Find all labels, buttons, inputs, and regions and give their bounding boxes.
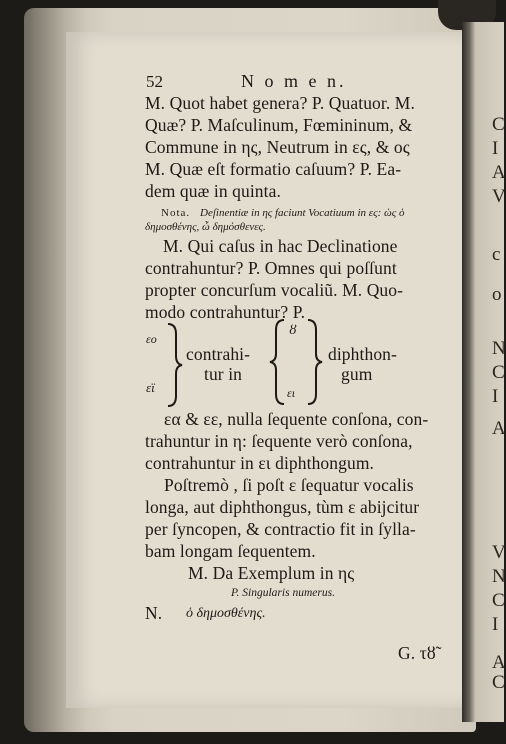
text-line: εα & εε, nulla ſequente conſona, con- [164,409,429,429]
table-label: diphthon- [328,344,397,364]
facing-letter: A [492,652,506,673]
right-brace [304,318,324,406]
text-line: contrahuntur? P. Omnes qui poſſunt [145,258,397,278]
text-line: M. Qui caſus in hac Declinatione [163,236,398,256]
text-line: propter concurſum vocaliũ. M. Quo- [145,280,404,300]
text-line: Quæ? P. Maſculinum, Fœmininum, & [145,115,413,135]
nota-label: Nota. [161,207,191,219]
exemplum-line: M. Da Exemplum in ης [188,563,355,583]
facing-letter: C [492,590,505,611]
left-brace [164,322,184,408]
facing-letter: V [492,542,506,563]
facing-letter: N [492,338,506,359]
facing-letter: C [492,114,505,135]
text-line: contrahuntur in ει diphthongum. [145,453,375,473]
case-label: N. [145,603,163,623]
facing-letter: C [492,672,505,693]
text-line: longa, aut diphthongus, tùm ε abijcitur [145,497,420,517]
table-label: contrahi- [186,344,251,364]
text-line: bam longam ſequentem. [145,541,316,561]
nota-text: Deſinentiæ in ης faciunt Vocatiuum in ες: ὡς ὁ [200,207,405,219]
facing-letter: c [492,244,501,265]
table-label: tur in [204,364,243,384]
middle-brace [268,318,288,406]
facing-letter: A [492,418,506,439]
facing-page-edge [462,22,504,722]
facing-letter: C [492,362,505,383]
text-line: Poſtremò , ſi poſt ε ſequatur vocalis [164,475,414,495]
facing-letter: I [492,138,499,159]
text-line: trahuntur in η: ſequente verò conſona, [145,431,413,451]
facing-letter: I [492,386,499,407]
running-title: N o m e n. [241,71,347,91]
singularis-label: P. Singularis numerus. [231,587,335,599]
nominative-word: ὁ δημοσθένης. [186,606,266,621]
text-line: M. Quæ eſt formatio caſuum? P. Ea- [145,159,402,179]
vowel-pair: εϊ [146,380,155,395]
text-line: dem quæ in quinta. [145,181,281,201]
table-label: gum [341,364,373,384]
catchword: G. τȣ̃ [398,643,436,663]
diphthong: ȣ [289,323,297,338]
text-line: per ſyncopen, & contractio fit in ſylla- [145,519,416,539]
facing-letter: N [492,566,506,587]
diphthong: ει [287,386,296,400]
text-line: modo contrahuntur? P. [145,302,306,322]
facing-letter: A [492,162,506,183]
vowel-pair: εο [146,332,157,346]
page-number: 52 [146,72,163,91]
text-line: M. Quot habet genera? P. Quatuor. M. [145,93,415,113]
nota-greek: δημοσθένης, ὦ δημόσθενες. [145,221,266,233]
text-line: Commune in ης, Neutrum in ες, & ος [145,137,410,157]
facing-letter: o [492,284,502,305]
facing-letter: V [492,186,506,207]
facing-letter: I [492,614,499,635]
